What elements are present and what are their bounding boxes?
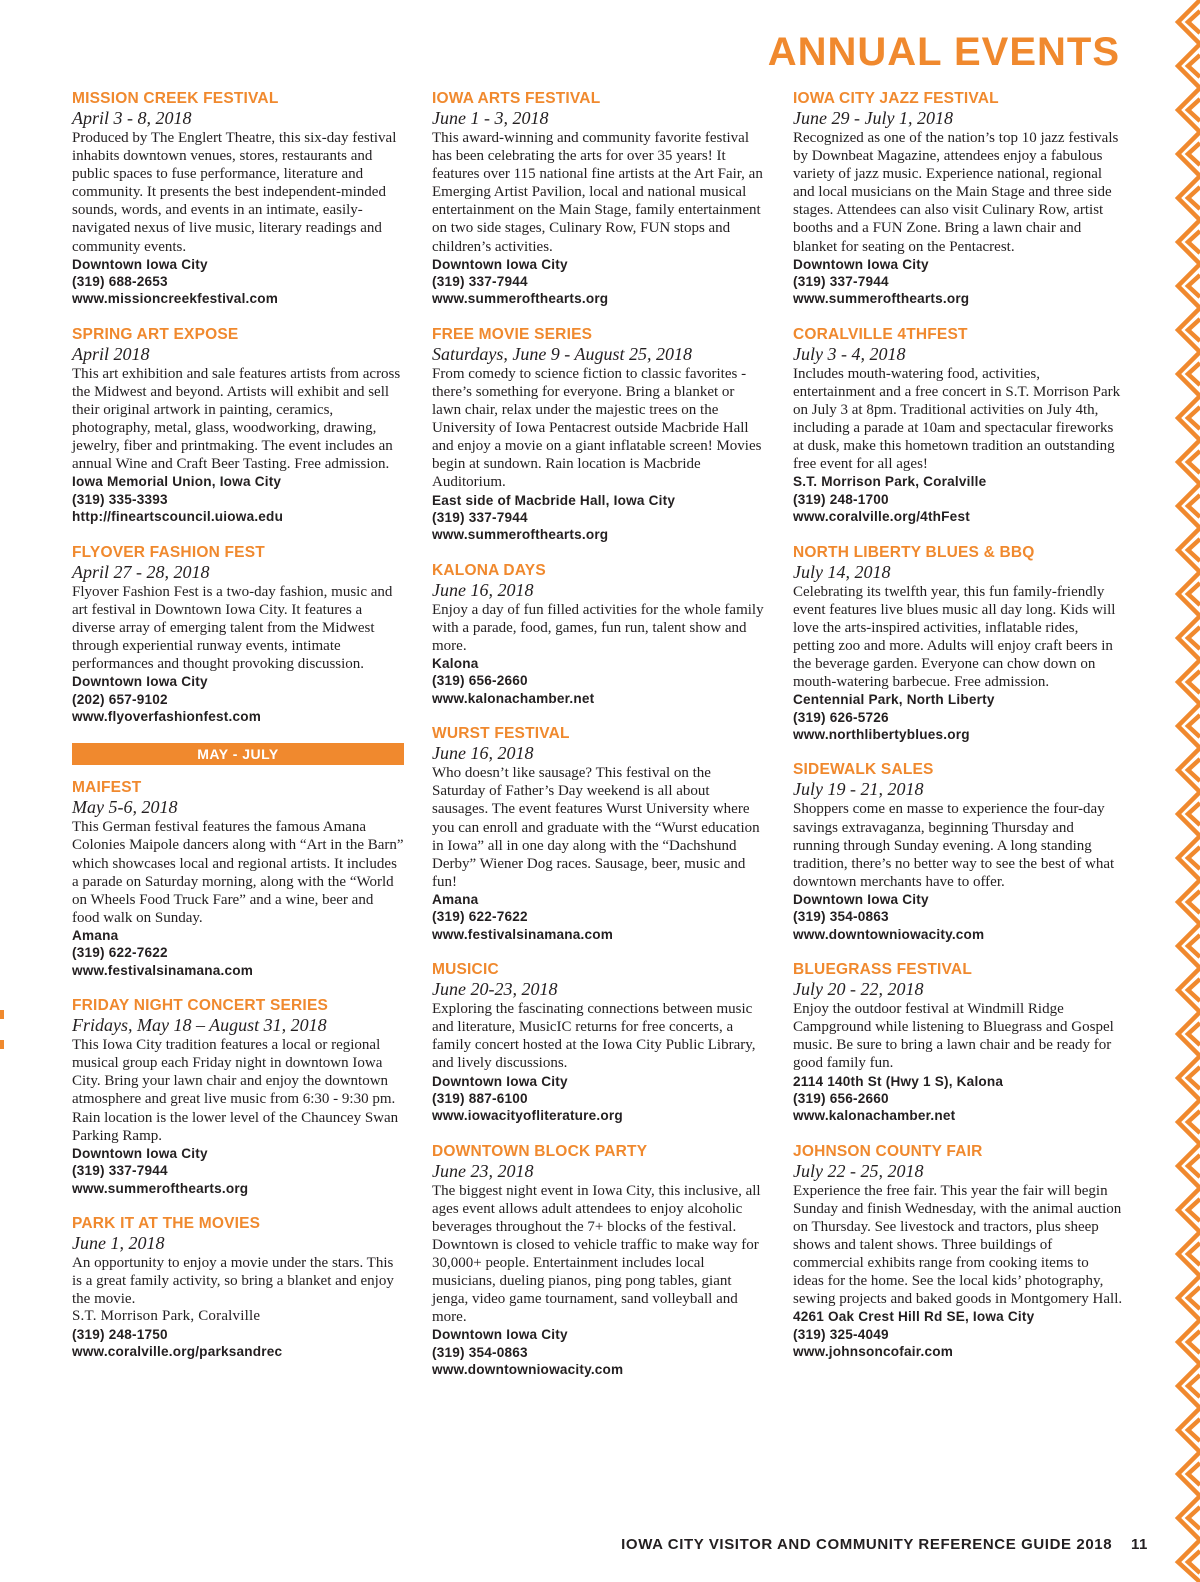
event-location: Amana (432, 891, 479, 907)
event-phone: (319) 337-7944 (793, 274, 889, 290)
event-iowa-arts-festival (432, 90, 764, 308)
event-date: June 20-23, 2018 (432, 979, 558, 1000)
event-title: IOWA CITY JAZZ FESTIVAL (793, 90, 999, 107)
event-location: Downtown Iowa City (793, 256, 929, 272)
event-date: July 3 - 4, 2018 (793, 343, 906, 364)
event-location: 2114 140th St (Hwy 1 S), Kalona (793, 1073, 1004, 1089)
event-flyover-fashion-fest (72, 544, 404, 726)
event-johnson-county-fair (793, 1143, 1123, 1361)
event-url[interactable]: http://fineartscouncil.uiowa.edu (72, 509, 284, 525)
event-date: June 23, 2018 (432, 1160, 534, 1181)
event-location: Downtown Iowa City (432, 1327, 568, 1343)
event-description: From comedy to science fiction to classic favorites - there’s something for everyone. Bring a blanket or lawn chair, relax under the majestic trees on the University of Iowa Pentacrest outside Macbride Hall and enjoy a movie on a giant inflatable screen! Movies begin at sundown. Rain location is Macbride Auditorium. (432, 365, 762, 491)
event-location: Downtown Iowa City (72, 1145, 208, 1161)
event-date: Saturdays, June 9 - August 25, 2018 (432, 343, 692, 364)
event-title: WURST FESTIVAL (432, 725, 570, 743)
event-description: The biggest night event in Iowa City, this inclusive, all ages event allows adult attendees to enjoy alcoholic beverages throughout the 7+ blocks of the festival. Downtown is closed to vehicle traffic to make way for 30,000+ people. Entertainment includes local musicians, dueling pianos, ping pong tables, giant jenga, video game tournament, sand volleyball and more. (432, 1182, 761, 1326)
event-description: Recognized as one of the nation’s top 10 jazz festivals by Downbeat Magazine, attendees enjoy a fabulous variety of jazz music. Experience national, regional and local musicians on the Main Stage and three side stages. Attendees can also visit Culinary Row, artist booths and a FUN Zone. Bring a lawn chair and blanket for seating on the Pentacrest. (793, 130, 1119, 255)
events-column-2 (432, 90, 764, 1397)
event-title: FRIDAY NIGHT CONCERT SERIES (72, 997, 329, 1015)
event-friday-night-concert-series (72, 997, 404, 1197)
event-url[interactable]: www.summerofthearts.org (793, 291, 970, 307)
event-description: This Iowa City tradition features a local or regional musical group each Friday night in downtown Iowa City. Bring your lawn chair and enjoy the downtown atmosphere and great live music from 6:30 - 9:30 pm. Rain location is the lower level of the Chauncey Swan Parking Ramp. (72, 1037, 399, 1144)
event-description: Includes mouth-watering food, activities, entertainment and a free concert in S.T. Morrison Park on July 3 at 8pm. Traditional activities on July 4th, including a parade at 10am and spectacular fireworks at dusk, make this hometown tradition an outstanding free event for all ages! (793, 365, 1121, 473)
event-title: DOWNTOWN BLOCK PARTY (432, 1142, 648, 1160)
event-description: Produced by The Englert Theatre, this six-day festival inhabits downtown venues, stores, restaurants and public spaces to fuse performance, literature and community. It presents the best independent-minded sounds, words, and events in an intimate, easily-navigated nexus of live music, literary readings and community events. (72, 130, 397, 255)
event-url[interactable]: www.coralville.org/parksandrec (72, 1344, 283, 1359)
event-phone: (319) 354-0863 (793, 909, 889, 925)
left-edge-mark (0, 1010, 4, 1019)
event-bluegrass-festival (793, 961, 1123, 1125)
event-description: This award-winning and community favorite festival has been celebrating the arts for over 35 years! It features over 115 national fine artists at the Art Fair, an Emerging Artist Pavilion, local and national musical entertainment on the Main Stage, family entertainment on two side stages, Culinary Row, FUN stops and children’s activities. (432, 130, 763, 255)
event-title: FREE MOVIE SERIES (432, 325, 593, 343)
event-phone: (319) 656-2660 (793, 1090, 889, 1106)
event-date: June 1, 2018 (72, 1232, 165, 1253)
event-location: Centennial Park, North Liberty (793, 692, 995, 708)
event-phone: (319) 622-7622 (72, 945, 168, 961)
event-description: Enjoy a day of fun filled activities for the whole family with a parade, food, games, fun run, talent show and more. (432, 601, 764, 654)
event-location: Amana (72, 927, 119, 943)
event-description: Enjoy the outdoor festival at Windmill Ridge Campground while listening to Bluegrass and Gospel music. Be sure to bring a lawn chair and be ready for good family fun. (793, 1001, 1114, 1072)
event-spring-art-expose (72, 326, 404, 526)
event-location: 4261 Oak Crest Hill Rd SE, Iowa City (793, 1309, 1035, 1325)
event-iowa-city-jazz-festival (793, 90, 1123, 308)
event-description: This German festival features the famous Amana Colonies Maipole dancers along with “Art in the Barn” which showcases local and regional artists. It includes a parade on Saturday morning, along with the “World on Wheels Food Truck Fare” and a wine, beer and food walk on Sunday. (72, 819, 404, 926)
event-description: Experience the free fair. This year the fair will begin Sunday and finish Wednesday, with the animal auction on Thursday. See livestock and tractors, plus sheep shows and talent shows. Three buildings of commercial exhibits range from cooking items to ideas for the home. See the local kids’ photography, sewing projects and baked goods in Montgomery Hall. (793, 1182, 1123, 1308)
event-date: April 27 - 28, 2018 (72, 561, 210, 582)
event-maifest (72, 779, 404, 979)
event-title: NORTH LIBERTY BLUES & BBQ (793, 543, 1035, 561)
event-url[interactable]: www.summerofthearts.org (72, 1180, 249, 1196)
event-sidewalk-sales (793, 761, 1123, 943)
event-phone: (319) 656-2660 (432, 673, 528, 689)
page-title: ANNUAL EVENTS (767, 30, 1120, 74)
event-date: June 16, 2018 (432, 579, 534, 600)
event-title: IOWA ARTS FESTIVAL (432, 90, 601, 107)
event-phone: (319) 337-7944 (432, 274, 528, 290)
event-title: MAIFEST (72, 779, 142, 797)
event-url[interactable]: www.coralville.org/4thFest (793, 509, 970, 525)
event-downtown-block-party (432, 1143, 764, 1379)
event-date: April 3 - 8, 2018 (72, 108, 192, 128)
event-url[interactable]: www.johnsoncofair.com (793, 1344, 954, 1360)
event-description: Celebrating its twelfth year, this fun family-friendly event features live blues music all day long. Kids will love the arts-inspired activities, inflatable rides, petting zoo and more. Adults will enjoy craft beers in the beverage garden. Everyone can chow down on mouth-watering barbecue. Free admission. (793, 583, 1116, 691)
events-column-1 (72, 90, 404, 1378)
event-url[interactable]: www.iowacityofliterature.org (432, 1108, 623, 1124)
event-free-movie-series (432, 326, 764, 544)
event-phone: (319) 887-6100 (432, 1090, 528, 1106)
event-date: April 2018 (72, 343, 150, 364)
event-phone: (319) 354-0863 (432, 1344, 528, 1360)
event-wurst-festival (432, 725, 764, 943)
event-description: Flyover Fashion Fest is a two-day fashion, music and art festival in Downtown Iowa City. It features a diverse array of emerging talent from the Midwest through experiential runway events, intimate performances and thought provoking discussion. (72, 583, 393, 673)
event-title: SPRING ART EXPOSE (72, 325, 239, 343)
event-url[interactable]: www.downtowniowacity.com (432, 1362, 624, 1378)
event-title: JOHNSON COUNTY FAIR (793, 1142, 983, 1160)
event-description: Shoppers come en masse to experience the four-day savings extravaganza, beginning Thursday and running through Sunday evening. A long standing tradition, there’s no better way to see the best of what downtown merchants have to offer. (793, 801, 1115, 890)
event-musicic (432, 961, 764, 1125)
event-location: Downtown Iowa City (793, 891, 929, 907)
event-location: Downtown Iowa City (72, 256, 208, 272)
event-location: Downtown Iowa City (432, 256, 568, 272)
event-location: Iowa Memorial Union, Iowa City (72, 474, 282, 490)
event-url[interactable]: www.flyoverfashionfest.com (72, 708, 262, 724)
event-date: July 14, 2018 (793, 561, 891, 582)
guide-title: IOWA CITY VISITOR AND COMMUNITY REFERENCE GUIDE 2018 (621, 1536, 1113, 1553)
event-phone: (319) 335-3393 (72, 491, 168, 507)
event-title: MUSICIC (432, 961, 499, 979)
event-location: Downtown Iowa City (72, 674, 208, 690)
event-description: This art exhibition and sale features artists from across the Midwest and beyond. Artists will exhibit and sell their original artwork in painting, ceramics, photography, metal, glass, woodworking, drawing, jewelry, fiber and printmaking. The event includes an annual Wine and Craft Beer Tasting. Free admission. (72, 365, 401, 473)
event-title: CORALVILLE 4THFEST (793, 325, 968, 343)
event-title: FLYOVER FASHION FEST (72, 543, 265, 561)
event-url[interactable]: www.kalonachamber.net (432, 690, 595, 706)
event-url[interactable]: www.kalonachamber.net (793, 1108, 956, 1124)
event-url[interactable]: www.summerofthearts.org (432, 527, 609, 543)
event-date: May 5-6, 2018 (72, 797, 178, 818)
event-url[interactable]: www.summerofthearts.org (432, 291, 609, 307)
event-phone: (319) 248-1750 (72, 1326, 168, 1342)
event-url[interactable]: www.downtowniowacity.com (793, 926, 985, 942)
zigzag-border-decoration (1170, 0, 1200, 1582)
event-phone: (319) 626-5726 (793, 709, 889, 725)
event-date: June 16, 2018 (432, 743, 534, 764)
event-date: Fridays, May 18 – August 31, 2018 (72, 1015, 327, 1036)
event-location: S.T. Morrison Park, Coralville (72, 1308, 261, 1325)
event-title: BLUEGRASS FESTIVAL (793, 961, 972, 979)
event-date: July 20 - 22, 2018 (793, 979, 924, 1000)
event-location: S.T. Morrison Park, Coralville (793, 474, 987, 490)
event-location: East side of Macbride Hall, Iowa City (432, 492, 676, 508)
section-banner-may-july: MAY - JULY (72, 743, 404, 765)
event-title: SIDEWALK SALES (793, 761, 934, 779)
event-phone: (319) 248-1700 (793, 491, 889, 507)
event-kalona-days (432, 562, 764, 708)
event-url[interactable]: www.missioncreekfestival.com (72, 291, 279, 307)
event-park-it-at-the-movies (72, 1215, 404, 1361)
event-title: PARK IT AT THE MOVIES (72, 1214, 261, 1232)
event-url[interactable]: www.festivalsinamana.com (432, 926, 614, 942)
event-date: June 29 - July 1, 2018 (793, 108, 953, 128)
event-url[interactable]: www.festivalsinamana.com (72, 962, 254, 978)
page-footer (621, 1536, 1148, 1553)
event-title: MISSION CREEK FESTIVAL (72, 90, 279, 107)
event-phone: (319) 337-7944 (432, 509, 528, 525)
event-mission-creek-festival (72, 90, 404, 308)
left-edge-mark (0, 1040, 4, 1049)
event-location: Kalona (432, 656, 479, 672)
event-description: An opportunity to enjoy a movie under the stars. This is a great family activity, so bring a blanket and enjoy the movie. (72, 1254, 394, 1308)
page-number: 11 (1130, 1536, 1148, 1553)
event-title: KALONA DAYS (432, 561, 546, 579)
event-url[interactable]: www.northlibertyblues.org (793, 727, 970, 743)
event-phone: (319) 337-7944 (72, 1163, 168, 1179)
event-date: July 19 - 21, 2018 (793, 779, 924, 800)
event-phone: (202) 657-9102 (72, 691, 168, 707)
event-phone: (319) 688-2653 (72, 274, 168, 290)
events-column-3 (793, 90, 1123, 1379)
event-date: June 1 - 3, 2018 (432, 108, 549, 128)
event-north-liberty-blues-bbq (793, 544, 1123, 744)
event-phone: (319) 325-4049 (793, 1326, 889, 1342)
event-coralville-4thfest (793, 326, 1123, 526)
event-phone: (319) 622-7622 (432, 909, 528, 925)
event-location: Downtown Iowa City (432, 1073, 568, 1089)
event-description: Exploring the fascinating connections between music and literature, MusicIC returns for free concerts, a family concert hosted at the Iowa City Public Library, and lively discussions. (432, 1001, 756, 1072)
event-description: Who doesn’t like sausage? This festival on the Saturday of Father’s Day weekend is all about sausages. The event features Wurst University where you can enroll and graduate with the “Wurst education in Iowa” all in one day along with the “Dachshund Derby” Wiener Dog races. Sausage, beer, music and fun! (432, 765, 760, 890)
event-date: July 22 - 25, 2018 (793, 1160, 924, 1181)
